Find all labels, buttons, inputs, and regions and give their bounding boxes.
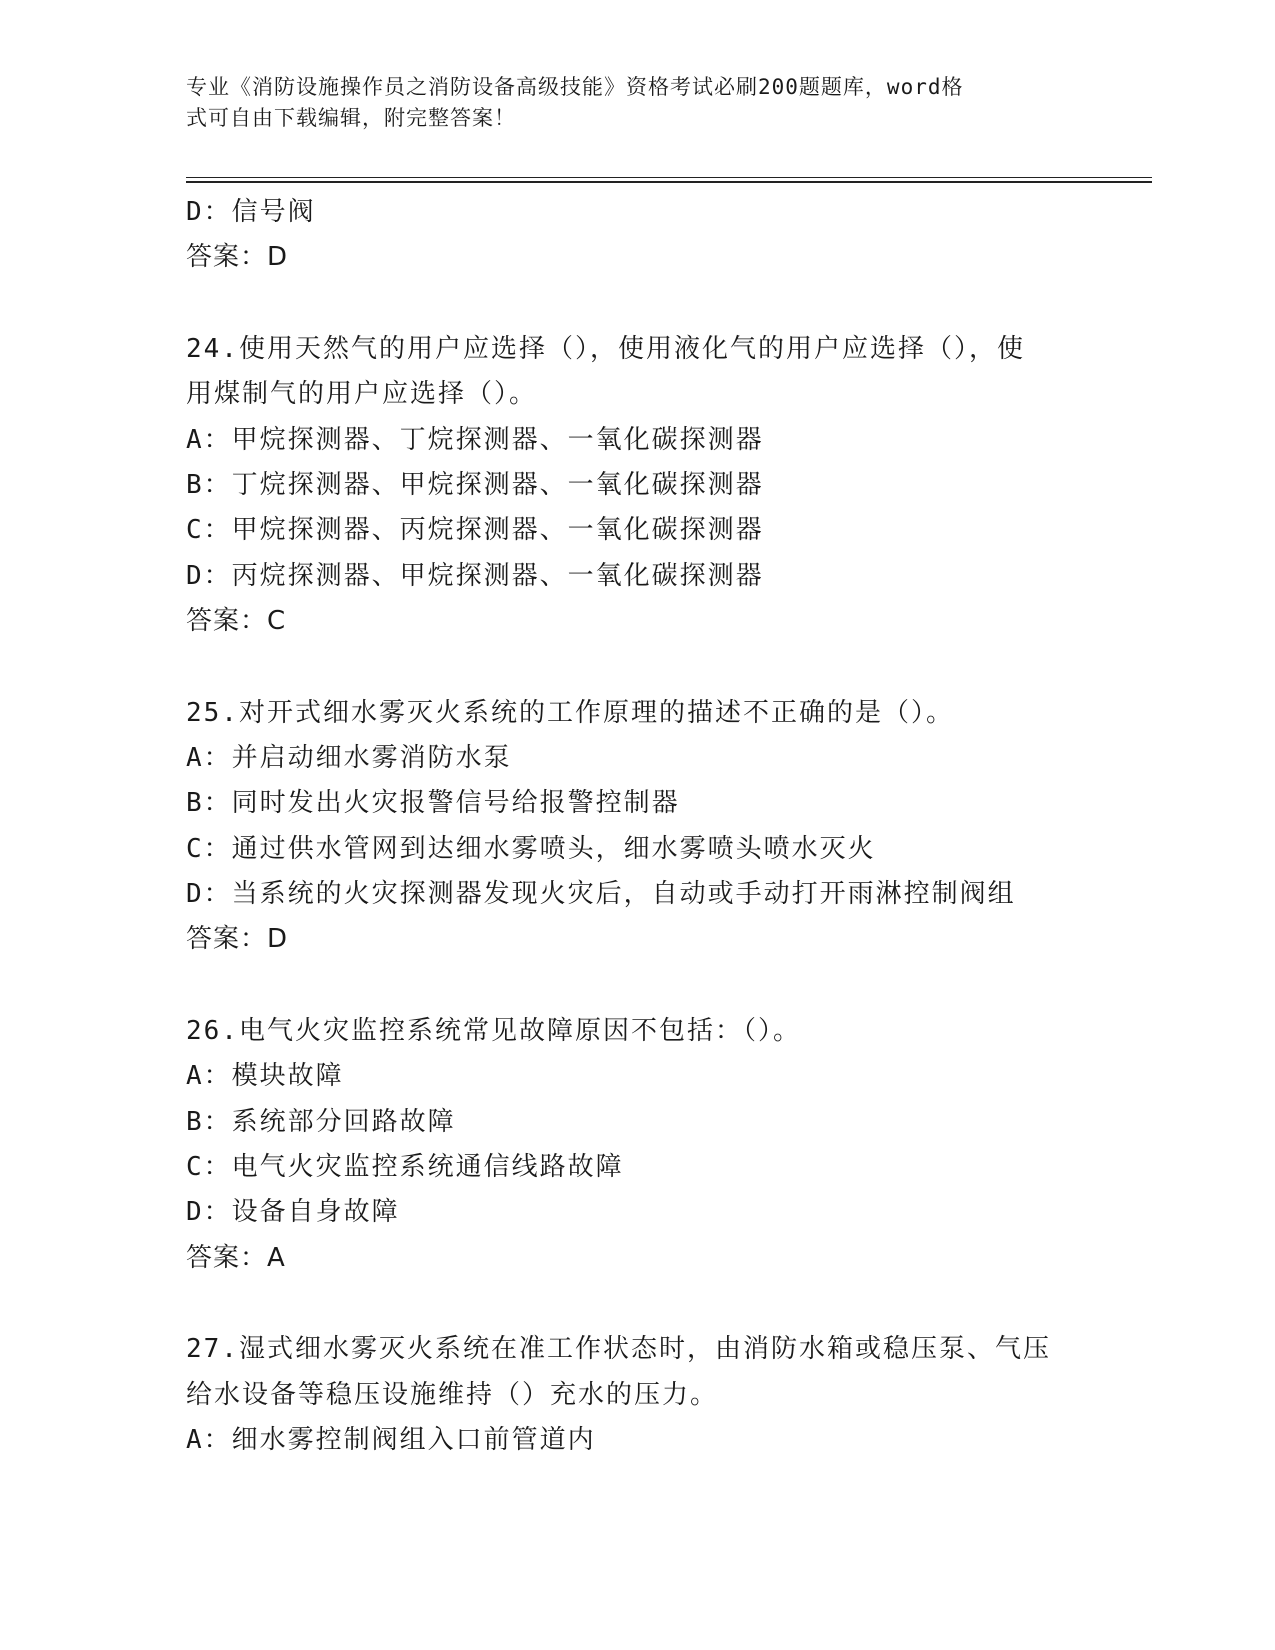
header-divider-thin (186, 177, 1152, 178)
page-header (186, 72, 1076, 134)
option-d: D：信号阀 (186, 197, 316, 227)
option-d: D：设备自身故障 (186, 1197, 400, 1228)
question-stem: 27.湿式细水雾灭火系统在准工作状态时，由消防水箱或稳压泵、气压 (186, 1334, 1051, 1365)
spacer (186, 281, 1152, 327)
question-26 (186, 1009, 1152, 1281)
header-line-1: 专业《消防设施操作员之消防设备高级技能》资格考试必刷200题题库，word格 (186, 75, 964, 99)
header-line-2: 式可自由下载编辑，附完整答案！ (186, 106, 516, 130)
option-b: B：系统部分回路故障 (186, 1106, 456, 1137)
question-stem: 26.电气火灾监控系统常见故障原因不包括：（）。 (186, 1015, 801, 1046)
answer: 答案：C (186, 606, 287, 637)
header-divider-thick (186, 181, 1152, 183)
question-24 (186, 327, 1152, 645)
question-23 (186, 190, 1152, 281)
question-25 (186, 691, 1152, 963)
option-a: A：模块故障 (186, 1061, 344, 1092)
option-b: B：丁烷探测器、甲烷探测器、一氧化碳探测器 (186, 469, 764, 500)
question-stem: 24.使用天然气的用户应选择（），使用液化气的用户应选择（），使 (186, 333, 1025, 364)
option-d: D：丙烷探测器、甲烷探测器、一氧化碳探测器 (186, 560, 764, 591)
option-a: A：细水雾控制阀组入口前管道内 (186, 1424, 596, 1455)
option-b: B：同时发出火灾报警信号给报警控制器 (186, 788, 680, 819)
spacer (186, 1281, 1152, 1327)
option-c: C：电气火灾监控系统通信线路故障 (186, 1152, 624, 1183)
answer: 答案：D (186, 924, 289, 955)
option-a: A：并启动细水雾消防水泵 (186, 742, 512, 773)
question-stem: 用煤制气的用户应选择（）。 (186, 379, 538, 410)
option-c: C：通过供水管网到达细水雾喷头，细水雾喷头喷水灭火 (186, 833, 876, 864)
spacer (186, 645, 1152, 691)
question-stem: 25.对开式细水雾灭火系统的工作原理的描述不正确的是（）。 (186, 697, 954, 728)
answer: 答案：A (186, 1242, 286, 1273)
answer: 答案：D (186, 242, 289, 273)
question-27 (186, 1327, 1152, 1463)
option-a: A：甲烷探测器、丁烷探测器、一氧化碳探测器 (186, 424, 764, 455)
question-list (186, 190, 1152, 1463)
question-stem: 给水设备等稳压设施维持（）充水的压力。 (186, 1379, 719, 1410)
option-d: D：当系统的火灾探测器发现火灾后，自动或手动打开雨淋控制阀组 (186, 879, 1016, 910)
spacer (186, 963, 1152, 1009)
option-c: C：甲烷探测器、丙烷探测器、一氧化碳探测器 (186, 515, 764, 546)
